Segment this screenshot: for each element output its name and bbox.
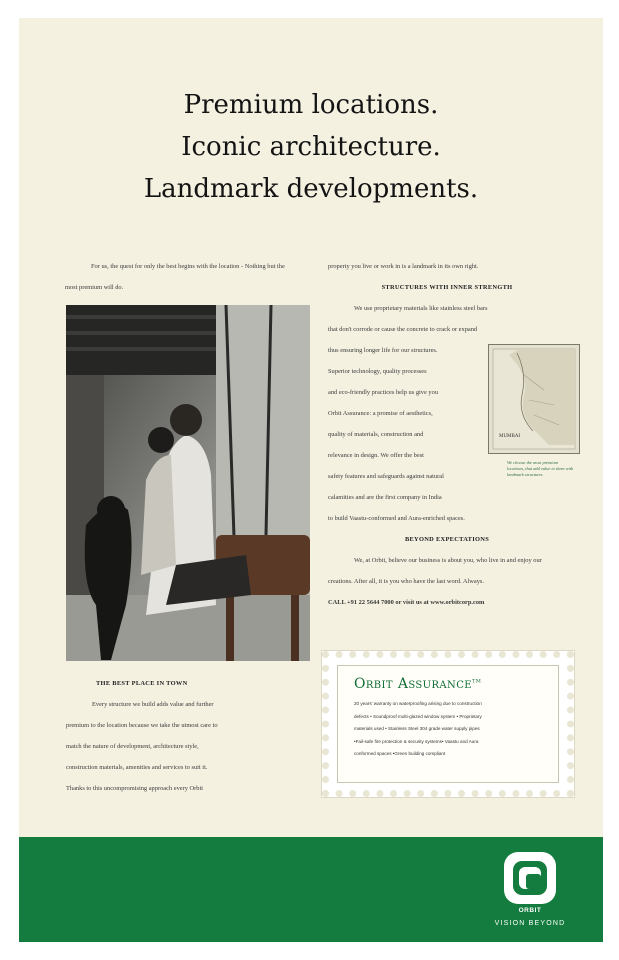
- structures-line: calamities and are the first company in India: [328, 494, 442, 501]
- orbit-assurance-title: [354, 676, 481, 692]
- brand-name: ORBIT: [518, 907, 542, 914]
- trademark-mark: TM: [471, 678, 482, 685]
- structures-line: We use proprietary materials like stainless steel bars: [354, 305, 488, 312]
- best-place-line: construction materials, amenities and services to suit it.: [66, 764, 208, 771]
- structures-line: relevance in design. We offer the best: [328, 452, 424, 459]
- assurance-line: conformed spaces •Green building compliant: [354, 751, 446, 756]
- orbit-logo-mark: [504, 852, 556, 904]
- intro-text: For us, the quest for only the best begins with the location - Nothing but the most premium will do.: [65, 263, 285, 291]
- structures-line: quality of materials, construction and: [328, 431, 424, 438]
- bottom-left-column: [66, 673, 306, 799]
- advertisement-page: [19, 18, 603, 942]
- beyond-text: We, at Orbit, believe our business is about you, who live in and enjoy our creations. After all, it is you who have the last word. Always.: [328, 557, 542, 585]
- structures-line: and eco-friendly practices help us give you: [328, 389, 439, 396]
- best-place-heading: THE BEST PLACE IN TOWN: [96, 680, 188, 687]
- contact-line: CALL +91 22 5644 7000 or visit us at www.orbitcorp.com: [328, 599, 485, 606]
- headline-line-2: Iconic architecture.: [181, 132, 441, 162]
- headline-line-1: Premium locations.: [183, 90, 439, 120]
- brand-tagline: VISION BEYOND: [494, 920, 566, 927]
- intro-paragraph: [65, 256, 295, 298]
- structures-line: to build Vaastu-conformed and Aura-enriched spaces.: [328, 515, 465, 522]
- headline-line-3: Landmark developments.: [143, 174, 479, 204]
- green-footer-band: [19, 837, 603, 942]
- structures-line: that don't corrode or cause the concrete to crack or expand: [328, 326, 478, 333]
- best-place-line: premium to the location because we take the utmost care to: [66, 722, 218, 729]
- headline: [19, 84, 603, 210]
- continuation-text: property you live or work in is a landmark in its own right.: [328, 263, 479, 270]
- beyond-heading: BEYOND EXPECTATIONS: [404, 536, 490, 543]
- best-place-line: Thanks to this uncompromising approach every Orbit: [66, 785, 204, 792]
- map-label: MUMBAI: [499, 434, 521, 439]
- stamp-inner-frame: [337, 665, 559, 783]
- orbit-assurance-stamp: [322, 651, 574, 797]
- couple-with-dog-photo: [66, 305, 310, 661]
- best-place-line: Every structure we build adds value and further: [92, 701, 214, 708]
- assurance-title-text: Orbit Assurance: [354, 676, 472, 692]
- structures-line: safety features and safeguards against natural: [328, 473, 444, 480]
- structures-line: Orbit Assurance: a promise of aesthetics,: [328, 410, 433, 417]
- assurance-line: 20 years' warranty on waterproofing arising due to construction: [354, 701, 482, 706]
- map-caption: We choose the most premium locations, that add value to them with landmark structures.: [507, 460, 574, 477]
- assurance-line: •Fail-safe fire protection & security systems• Vaastu and Aura: [354, 738, 479, 744]
- orbit-logo-icon: [504, 852, 556, 904]
- assurance-line: defects • Soundproof multi-glazed window system • Proprietary: [354, 713, 482, 719]
- structures-line: thus ensuring longer life for our structures.: [328, 347, 438, 354]
- structures-line: Superior technology, quality processes: [328, 368, 427, 375]
- assurance-line: materials used • Stainless Steel 304 grade water supply pipes: [354, 726, 480, 731]
- photo-illustration: [66, 305, 310, 661]
- best-place-line: match the nature of development, architecture style,: [66, 743, 199, 750]
- map-illustration: [489, 345, 579, 453]
- assurance-features: [354, 698, 544, 761]
- structures-heading: STRUCTURES WITH INNER STRENGTH: [381, 284, 513, 291]
- mumbai-map-image: [488, 344, 580, 454]
